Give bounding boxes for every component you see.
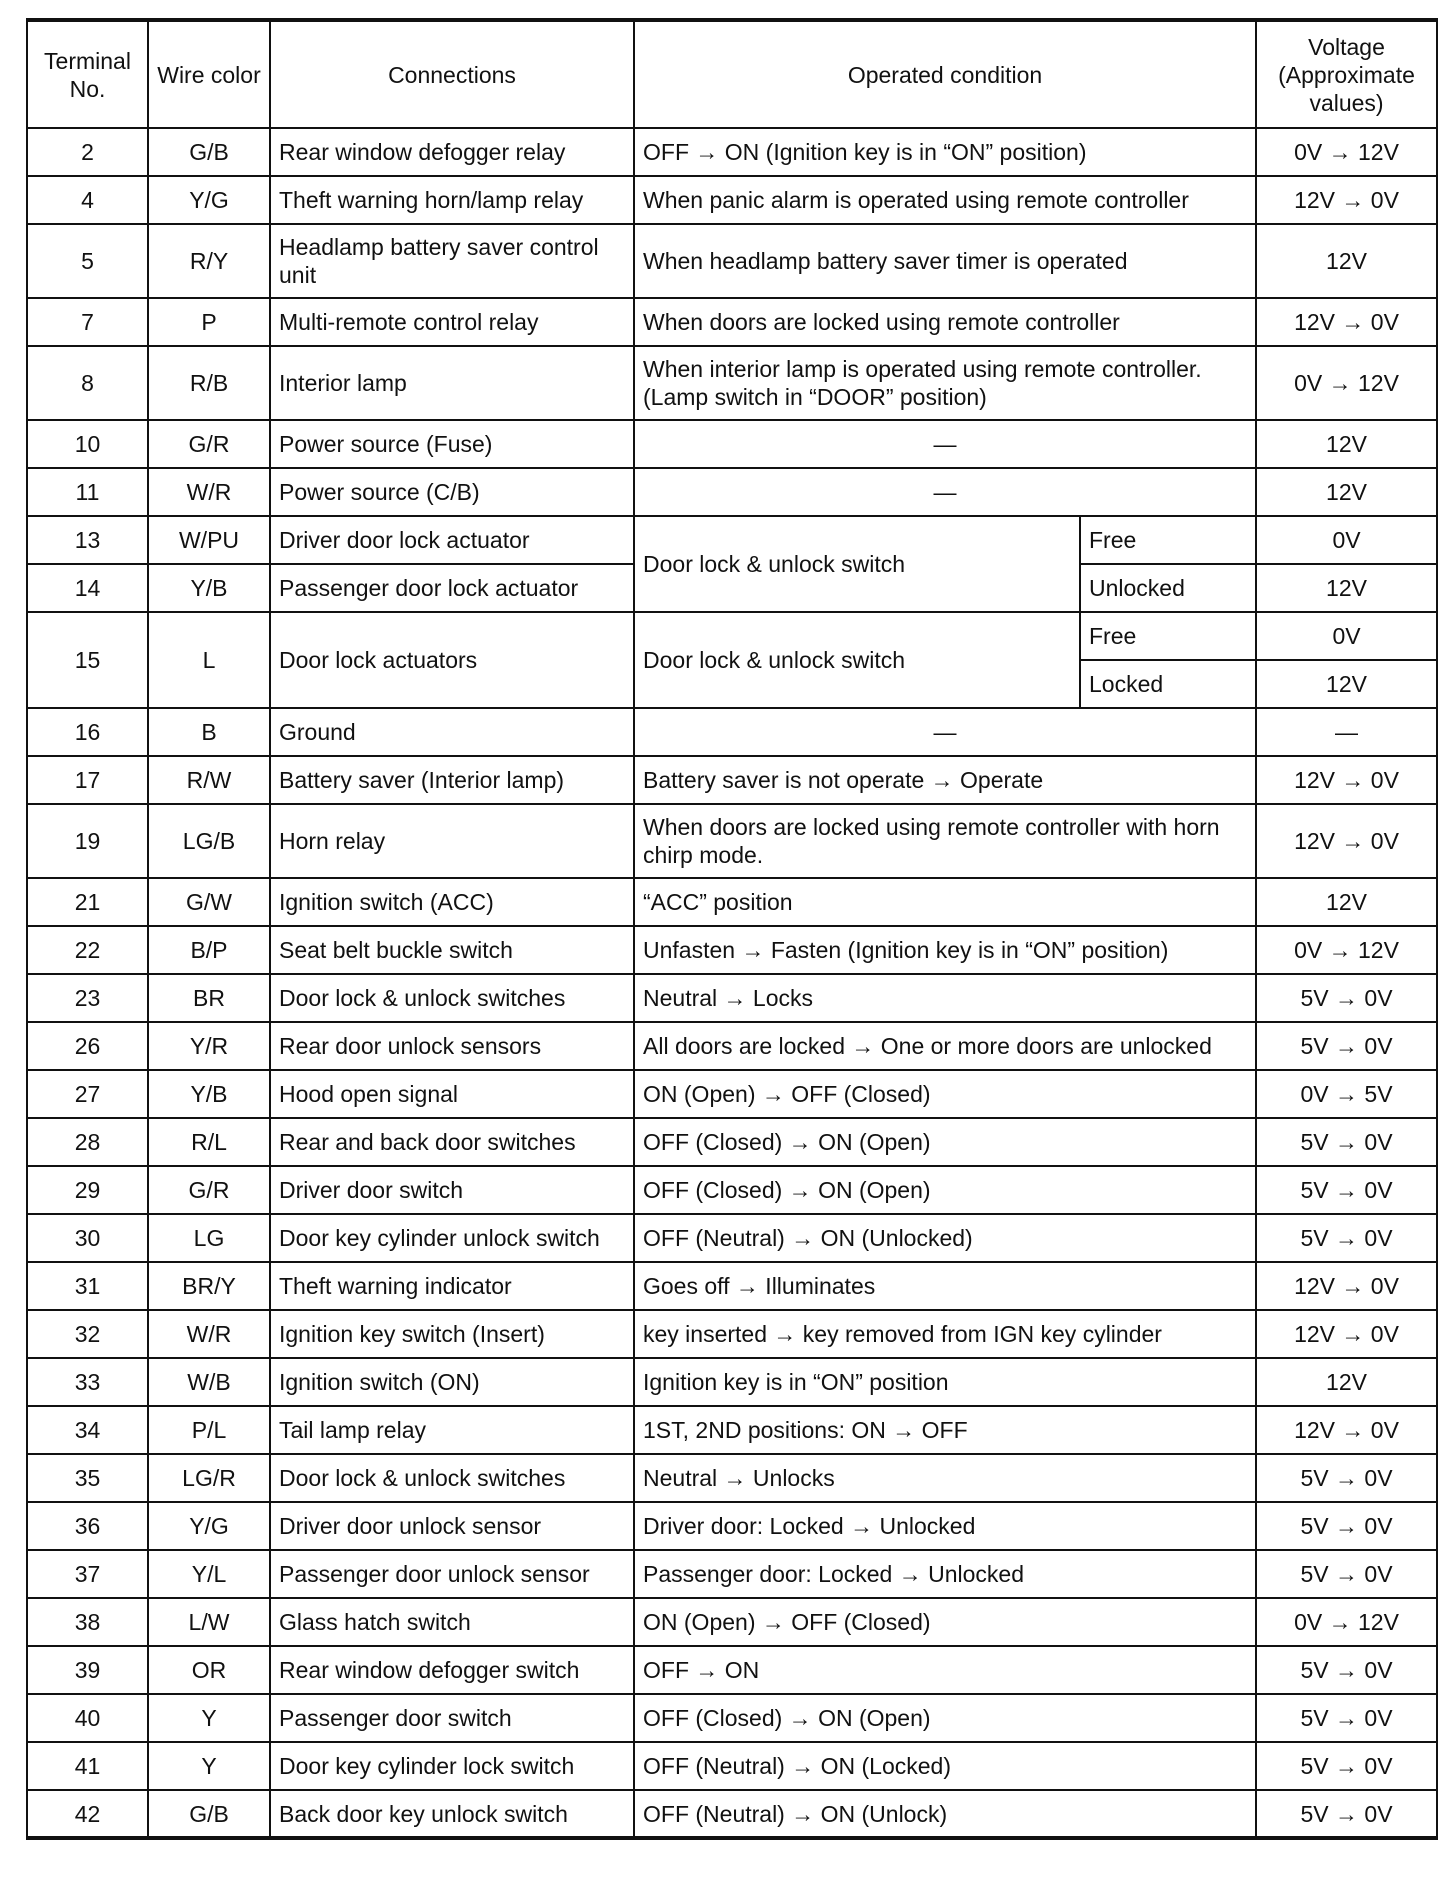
- state-cell: Free: [1080, 516, 1256, 564]
- table-row: [27, 1598, 1437, 1646]
- terminal-cell: 40: [27, 1694, 148, 1742]
- voltage-cell: 12V: [1256, 224, 1437, 298]
- condition-cell: All doors are locked → One or more doors are unlocked: [634, 1022, 1256, 1070]
- terminal-cell: 10: [27, 420, 148, 468]
- terminal-cell: 31: [27, 1262, 148, 1310]
- connection-cell: Passenger door lock actuator: [270, 564, 634, 612]
- header-voltage: Voltage (Approximate values): [1256, 20, 1437, 128]
- wire-cell: L/W: [148, 1598, 270, 1646]
- voltage-cell: 5V → 0V: [1256, 1454, 1437, 1502]
- condition-cell: OFF → ON (Ignition key is in “ON” position): [634, 128, 1256, 176]
- connection-cell: Headlamp battery saver control unit: [270, 224, 634, 298]
- voltage-cell: 5V → 0V: [1256, 1790, 1437, 1838]
- terminal-cell: 35: [27, 1454, 148, 1502]
- voltage-cell: 12V → 0V: [1256, 1310, 1437, 1358]
- condition-cell: Driver door: Locked → Unlocked: [634, 1502, 1256, 1550]
- voltage-cell: 12V: [1256, 1358, 1437, 1406]
- wire-cell: W/PU: [148, 516, 270, 564]
- connection-cell: Horn relay: [270, 804, 634, 878]
- wire-cell: LG/R: [148, 1454, 270, 1502]
- table-row: [27, 1694, 1437, 1742]
- connection-cell: Ground: [270, 708, 634, 756]
- wire-cell: BR: [148, 974, 270, 1022]
- voltage-cell: 5V → 0V: [1256, 1646, 1437, 1694]
- voltage-cell: 5V → 0V: [1256, 1550, 1437, 1598]
- connection-cell: Passenger door unlock sensor: [270, 1550, 634, 1598]
- wire-cell: W/R: [148, 1310, 270, 1358]
- terminal-cell: 19: [27, 804, 148, 878]
- condition-cell: Ignition key is in “ON” position: [634, 1358, 1256, 1406]
- condition-cell: —: [634, 708, 1256, 756]
- connection-cell: Glass hatch switch: [270, 1598, 634, 1646]
- connection-cell: Theft warning horn/lamp relay: [270, 176, 634, 224]
- condition-cell: Neutral → Unlocks: [634, 1454, 1256, 1502]
- condition-cell: When doors are locked using remote controller with horn chirp mode.: [634, 804, 1256, 878]
- wire-cell: W/R: [148, 468, 270, 516]
- wire-cell: LG/B: [148, 804, 270, 878]
- table-row: [27, 128, 1437, 176]
- terminal-cell: 32: [27, 1310, 148, 1358]
- wire-cell: P: [148, 298, 270, 346]
- connection-cell: Tail lamp relay: [270, 1406, 634, 1454]
- condition-cell: OFF (Closed) → ON (Open): [634, 1118, 1256, 1166]
- wire-cell: B: [148, 708, 270, 756]
- voltage-cell: 5V → 0V: [1256, 1742, 1437, 1790]
- terminal-cell: 15: [27, 612, 148, 708]
- condition-cell: —: [634, 420, 1256, 468]
- terminal-cell: 14: [27, 564, 148, 612]
- connection-cell: Rear door unlock sensors: [270, 1022, 634, 1070]
- condition-cell: When interior lamp is operated using remote controller. (Lamp switch in “DOOR” position): [634, 346, 1256, 420]
- voltage-cell: 5V → 0V: [1256, 1694, 1437, 1742]
- terminal-cell: 11: [27, 468, 148, 516]
- wire-cell: G/B: [148, 128, 270, 176]
- connection-cell: Hood open signal: [270, 1070, 634, 1118]
- condition-cell: OFF (Neutral) → ON (Unlock): [634, 1790, 1256, 1838]
- wire-cell: LG: [148, 1214, 270, 1262]
- terminal-cell: 8: [27, 346, 148, 420]
- terminal-cell: 39: [27, 1646, 148, 1694]
- connection-cell: Door lock actuators: [270, 612, 634, 708]
- condition-cell: Door lock & unlock switch: [634, 612, 1080, 708]
- voltage-cell: 12V → 0V: [1256, 1406, 1437, 1454]
- voltage-cell: 12V: [1256, 878, 1437, 926]
- connection-cell: Ignition switch (ACC): [270, 878, 634, 926]
- voltage-cell: 12V: [1256, 564, 1437, 612]
- voltage-cell: 12V → 0V: [1256, 804, 1437, 878]
- table-row: [27, 1166, 1437, 1214]
- connection-cell: Door key cylinder unlock switch: [270, 1214, 634, 1262]
- terminal-voltage-table: [26, 18, 1438, 1840]
- wire-cell: R/L: [148, 1118, 270, 1166]
- terminal-cell: 36: [27, 1502, 148, 1550]
- connection-cell: Door lock & unlock switches: [270, 974, 634, 1022]
- voltage-cell: 5V → 0V: [1256, 1118, 1437, 1166]
- table-row: [27, 1310, 1437, 1358]
- wire-cell: R/Y: [148, 224, 270, 298]
- table-row: [27, 224, 1437, 298]
- wire-cell: B/P: [148, 926, 270, 974]
- table-row: [27, 1406, 1437, 1454]
- wire-cell: G/R: [148, 420, 270, 468]
- connection-cell: Rear window defogger relay: [270, 128, 634, 176]
- wire-cell: P/L: [148, 1406, 270, 1454]
- condition-cell: OFF (Neutral) → ON (Locked): [634, 1742, 1256, 1790]
- table-row: [27, 1454, 1437, 1502]
- voltage-cell: 12V: [1256, 468, 1437, 516]
- condition-cell: “ACC” position: [634, 878, 1256, 926]
- condition-cell: Battery saver is not operate → Operate: [634, 756, 1256, 804]
- connection-cell: Door key cylinder lock switch: [270, 1742, 634, 1790]
- connection-cell: Door lock & unlock switches: [270, 1454, 634, 1502]
- connection-cell: Theft warning indicator: [270, 1262, 634, 1310]
- connection-cell: Battery saver (Interior lamp): [270, 756, 634, 804]
- wire-cell: R/W: [148, 756, 270, 804]
- state-cell: Free: [1080, 612, 1256, 660]
- condition-cell: ON (Open) → OFF (Closed): [634, 1070, 1256, 1118]
- condition-cell: When doors are locked using remote controller: [634, 298, 1256, 346]
- terminal-cell: 42: [27, 1790, 148, 1838]
- connection-cell: Power source (Fuse): [270, 420, 634, 468]
- table-row: [27, 516, 1437, 564]
- connection-cell: Driver door switch: [270, 1166, 634, 1214]
- condition-cell: —: [634, 468, 1256, 516]
- wire-cell: R/B: [148, 346, 270, 420]
- condition-cell: OFF (Neutral) → ON (Unlocked): [634, 1214, 1256, 1262]
- connection-cell: Driver door lock actuator: [270, 516, 634, 564]
- condition-cell: When headlamp battery saver timer is operated: [634, 224, 1256, 298]
- wire-cell: Y: [148, 1694, 270, 1742]
- voltage-cell: 0V: [1256, 612, 1437, 660]
- condition-cell: Neutral → Locks: [634, 974, 1256, 1022]
- voltage-cell: 0V → 12V: [1256, 346, 1437, 420]
- table-row: [27, 1742, 1437, 1790]
- voltage-cell: 0V → 12V: [1256, 128, 1437, 176]
- wire-cell: Y/G: [148, 176, 270, 224]
- terminal-cell: 33: [27, 1358, 148, 1406]
- condition-cell: 1ST, 2ND positions: ON → OFF: [634, 1406, 1256, 1454]
- table-row: [27, 756, 1437, 804]
- condition-cell: OFF → ON: [634, 1646, 1256, 1694]
- voltage-cell: 0V: [1256, 516, 1437, 564]
- table-row: [27, 1022, 1437, 1070]
- voltage-cell: 12V → 0V: [1256, 1262, 1437, 1310]
- connection-cell: Rear and back door switches: [270, 1118, 634, 1166]
- voltage-cell: 5V → 0V: [1256, 1022, 1437, 1070]
- terminal-cell: 26: [27, 1022, 148, 1070]
- terminal-cell: 27: [27, 1070, 148, 1118]
- condition-cell: Passenger door: Locked → Unlocked: [634, 1550, 1256, 1598]
- voltage-cell: —: [1256, 708, 1437, 756]
- terminal-cell: 29: [27, 1166, 148, 1214]
- voltage-cell: 5V → 0V: [1256, 1166, 1437, 1214]
- table-row: [27, 926, 1437, 974]
- wire-cell: Y: [148, 1742, 270, 1790]
- terminal-cell: 28: [27, 1118, 148, 1166]
- connection-cell: Seat belt buckle switch: [270, 926, 634, 974]
- wire-cell: G/R: [148, 1166, 270, 1214]
- wire-cell: OR: [148, 1646, 270, 1694]
- table-row: [27, 804, 1437, 878]
- terminal-cell: 23: [27, 974, 148, 1022]
- table-row: [27, 1262, 1437, 1310]
- table-row: [27, 1550, 1437, 1598]
- wire-cell: G/W: [148, 878, 270, 926]
- terminal-cell: 16: [27, 708, 148, 756]
- table-row: [27, 346, 1437, 420]
- wire-cell: Y/G: [148, 1502, 270, 1550]
- voltage-cell: 12V → 0V: [1256, 756, 1437, 804]
- table-row: [27, 298, 1437, 346]
- wire-cell: W/B: [148, 1358, 270, 1406]
- terminal-cell: 21: [27, 878, 148, 926]
- table-header-row: [27, 20, 1437, 128]
- header-terminal-no: Terminal No.: [27, 20, 148, 128]
- terminal-cell: 2: [27, 128, 148, 176]
- terminal-cell: 7: [27, 298, 148, 346]
- voltage-cell: 5V → 0V: [1256, 1502, 1437, 1550]
- terminal-cell: 30: [27, 1214, 148, 1262]
- table-row: [27, 1070, 1437, 1118]
- connection-cell: Power source (C/B): [270, 468, 634, 516]
- table-row: [27, 1358, 1437, 1406]
- table-row: [27, 612, 1437, 660]
- connection-cell: Rear window defogger switch: [270, 1646, 634, 1694]
- condition-cell: When panic alarm is operated using remote controller: [634, 176, 1256, 224]
- connection-cell: Back door key unlock switch: [270, 1790, 634, 1838]
- table-row: [27, 1646, 1437, 1694]
- state-cell: Unlocked: [1080, 564, 1256, 612]
- voltage-cell: 5V → 0V: [1256, 1214, 1437, 1262]
- condition-cell: Door lock & unlock switch: [634, 516, 1080, 612]
- terminal-cell: 13: [27, 516, 148, 564]
- connection-cell: Interior lamp: [270, 346, 634, 420]
- terminal-cell: 17: [27, 756, 148, 804]
- header-connections: Connections: [270, 20, 634, 128]
- table-row: [27, 1118, 1437, 1166]
- voltage-cell: 12V: [1256, 660, 1437, 708]
- table-row: [27, 1790, 1437, 1838]
- wire-cell: Y/B: [148, 1070, 270, 1118]
- terminal-cell: 41: [27, 1742, 148, 1790]
- state-cell: Locked: [1080, 660, 1256, 708]
- table-row: [27, 708, 1437, 756]
- wire-cell: BR/Y: [148, 1262, 270, 1310]
- connection-cell: Driver door unlock sensor: [270, 1502, 634, 1550]
- connection-cell: Passenger door switch: [270, 1694, 634, 1742]
- terminal-cell: 5: [27, 224, 148, 298]
- terminal-cell: 22: [27, 926, 148, 974]
- connection-cell: Multi-remote control relay: [270, 298, 634, 346]
- terminal-voltage-table-container: [26, 18, 1438, 1840]
- voltage-cell: 0V → 5V: [1256, 1070, 1437, 1118]
- terminal-cell: 38: [27, 1598, 148, 1646]
- table-row: [27, 878, 1437, 926]
- table-row: [27, 1502, 1437, 1550]
- table-row: [27, 468, 1437, 516]
- wire-cell: Y/R: [148, 1022, 270, 1070]
- condition-cell: OFF (Closed) → ON (Open): [634, 1694, 1256, 1742]
- condition-cell: ON (Open) → OFF (Closed): [634, 1598, 1256, 1646]
- table-row: [27, 176, 1437, 224]
- wire-cell: L: [148, 612, 270, 708]
- header-operated-condition: Operated condition: [634, 20, 1256, 128]
- wire-cell: G/B: [148, 1790, 270, 1838]
- connection-cell: Ignition switch (ON): [270, 1358, 634, 1406]
- terminal-cell: 34: [27, 1406, 148, 1454]
- table-row: [27, 1214, 1437, 1262]
- table-row: [27, 420, 1437, 468]
- condition-cell: Goes off → Illuminates: [634, 1262, 1256, 1310]
- wire-cell: Y/B: [148, 564, 270, 612]
- voltage-cell: 12V → 0V: [1256, 298, 1437, 346]
- header-wire-color: Wire color: [148, 20, 270, 128]
- table-row: [27, 974, 1437, 1022]
- connection-cell: Ignition key switch (Insert): [270, 1310, 634, 1358]
- voltage-cell: 5V → 0V: [1256, 974, 1437, 1022]
- terminal-cell: 37: [27, 1550, 148, 1598]
- voltage-cell: 0V → 12V: [1256, 926, 1437, 974]
- condition-cell: key inserted → key removed from IGN key cylinder: [634, 1310, 1256, 1358]
- voltage-cell: 0V → 12V: [1256, 1598, 1437, 1646]
- wire-cell: Y/L: [148, 1550, 270, 1598]
- condition-cell: Unfasten → Fasten (Ignition key is in “ON” position): [634, 926, 1256, 974]
- terminal-cell: 4: [27, 176, 148, 224]
- condition-cell: OFF (Closed) → ON (Open): [634, 1166, 1256, 1214]
- voltage-cell: 12V → 0V: [1256, 176, 1437, 224]
- voltage-cell: 12V: [1256, 420, 1437, 468]
